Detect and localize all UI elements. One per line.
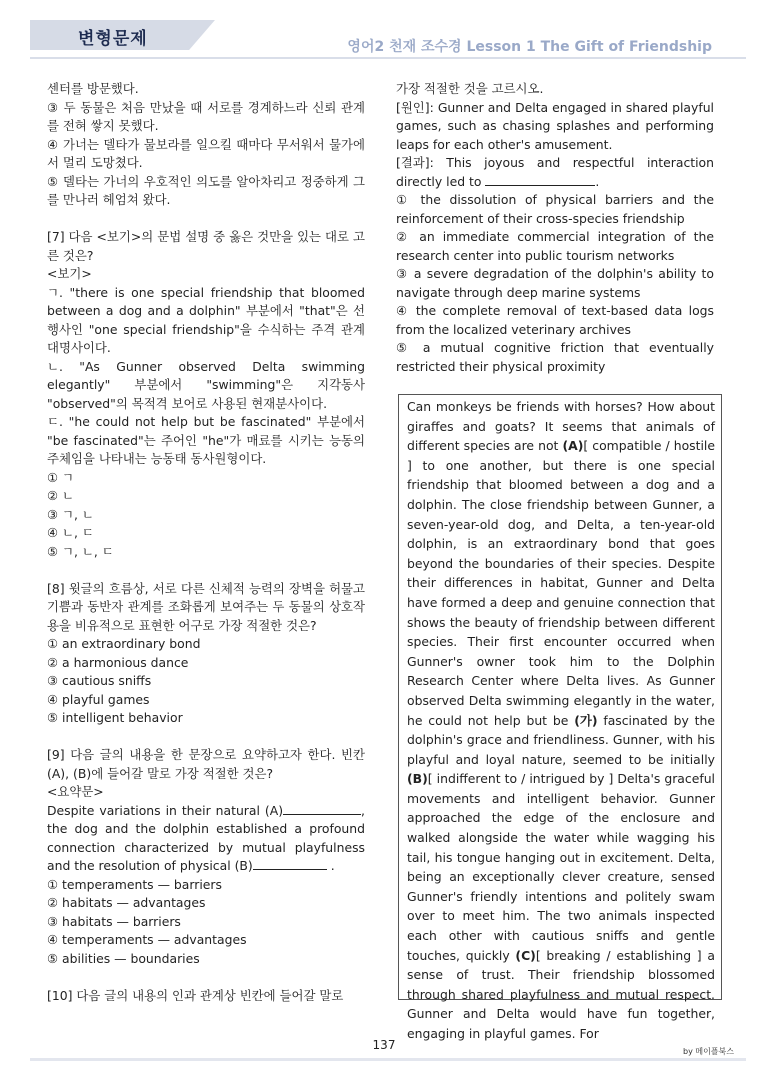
q6-option-3: ③ 두 동물은 처음 만났을 때 서로를 경계하느라 신뢰 관계를 전혀 쌓지 못했다. — [47, 99, 365, 133]
q10-option-5: ⑤ a mutual cognitive friction that eventually restricted their physical proximity — [396, 340, 714, 374]
q6-option-5: ⑤ 델타는 가너의 우호적인 의도를 알아차리고 정중하게 그를 만나러 헤엄쳐 왔다. — [47, 173, 365, 207]
marker-c: (C) — [515, 947, 536, 963]
q10-cause: [원인]: Gunner and Delta engaged in shared playful games, such as chasing splashes and performing leaps for each other's amusement. — [396, 99, 714, 152]
q9-option-1: ① temperaments — barriers — [47, 876, 222, 892]
q6-option-4: ④ 가너는 델타가 물보라를 일으킬 때마다 무서워서 물가에서 멀리 도망쳤다. — [47, 136, 365, 170]
q6-tail-line: 센터를 방문했다. — [47, 81, 139, 96]
choice-a: [ compatible / hostile ] — [407, 438, 715, 473]
passage-text: Can monkeys be friends with horses? How about giraffes and goats? It seems that animals of different species are not (A)[ compatible / hostile ] to one another, but there is one special friendship that bloomed between a dog and a dolphin. The close friendship between Gunner, a seven-year-old dog, and Delta, a ten-year-old dolphin, is an extraordinary bond that goes beyond the boundaries of their species. Despite their differences in habitat, Gunner and Delta have formed a deep and genuine connection that shows the beauty of friendship between different species. Their first encounter occurred when Gunner's owner took him to the Dolphin Research Center where Delta lives. As Gunner observed Delta swimming elegantly in the water, he could not help but be (가) fascinated by the dolphin's grace and friendliness. Gunner, with his playful and loyal nature, seemed to be initially (B)[ indifferent to / intrigued by ] Delta's graceful movements and intelligent behavior. Gunner approached the edge of the enclosure and walked alongside the water while wagging his tail, his tongue hanging out in excitement. Delta, being an exceptionally clever creature, sensed Gunner's friendly intentions and politely swam over to meet him. The two animals inspected each other with cautious sniffs and gentle touches, quickly (C)[ breaking / establishing ] a sense of trust. Their friendship blossomed through shared playfulness and mutual respect. Gunner and Delta would have fun together, engaging in playful games. For — [407, 399, 715, 1041]
q9-question: [9] 다음 글의 내용을 한 문장으로 요약하고자 한다. 빈칸 (A), (B)에 들어갈 말로 가장 적절한 것은? — [47, 747, 365, 781]
q7-option-3: ③ ㄱ, ㄴ — [47, 506, 94, 522]
q9-option-4: ④ temperaments — advantages — [47, 932, 247, 947]
marker-ga: (가) — [574, 712, 598, 728]
blank-result — [485, 173, 595, 186]
q9-option-2: ② habitats — advantages — [47, 895, 206, 910]
right-column — [396, 80, 714, 376]
q7-option-2: ② ㄴ — [47, 488, 75, 503]
blank-a — [283, 802, 361, 815]
q10-option-1: ① the dissolution of physical barriers and the reinforcement of their cross-species friendship — [396, 192, 714, 226]
q7-item-c: ㄷ. "he could not help but be fascinated" 부분에서 "be fascinated"는 주어인 "he"가 매료를 시키는 능동의 주체임을 나타내는 능동태 동사원형이다. — [47, 414, 365, 466]
footer-divider — [30, 1058, 746, 1061]
q8-question: [8] 윗글의 흐름상, 서로 다른 신체적 능력의 장벽을 허물고 기쁨과 동반자 관계를 조화롭게 보여주는 두 동물의 상호작용을 비유적으로 표현한 어구로 가장 적절한 것은? — [47, 580, 365, 633]
q7-item-a: ㄱ. "there is one special friendship that bloomed between a dog and a dolphin" 부분에서 "that"은 선행사인 "one special friendship"을 수식하는 주격 관계대명사이다. — [47, 284, 365, 355]
subject-title: 영어2 천재 조수경 Lesson 1 The Gift of Friendship — [347, 39, 712, 55]
q8-option-3: ③ cautious sniffs — [47, 673, 152, 688]
q9-option-5: ⑤ abilities — boundaries — [47, 950, 200, 966]
q7-question: [7] 다음 <보기>의 문법 설명 중 옳은 것만을 있는 대로 고른 것은? — [47, 229, 365, 263]
q8-option-1: ① an extraordinary bond — [47, 636, 201, 651]
marker-a: (A) — [562, 438, 584, 454]
q8-option-4: ④ playful games — [47, 691, 150, 707]
q9-option-3: ③ habitats — barriers — [47, 913, 181, 929]
q7-option-1: ① ㄱ — [47, 469, 75, 485]
q8-option-5: ⑤ intelligent behavior — [47, 710, 183, 725]
q7-option-4: ④ ㄴ, ㄷ — [47, 525, 94, 540]
header-divider — [30, 57, 746, 59]
q8-option-2: ② a harmonious dance — [47, 654, 189, 670]
q7-box-label: <보기> — [47, 266, 92, 281]
q10-result: [결과]: This joyous and respectful interaction directly led to . — [396, 155, 714, 189]
left-column — [47, 80, 365, 1005]
marker-b: (B) — [407, 771, 428, 787]
reading-passage-box — [398, 394, 722, 1041]
q10-option-4: ④ the complete removal of text-based data logs from the localized veterinary archives — [396, 303, 714, 337]
choice-b: [ indifferent to / intrigued by ] — [427, 771, 614, 787]
publisher-credit: by 메이플북스 — [683, 1047, 734, 1056]
q10-question-cont: 가장 적절한 것을 고르시오. — [396, 81, 544, 96]
page-number: 137 — [372, 1038, 396, 1052]
q9-summary: Despite variations in their natural (A) , the dog and the dolphin established a profound connection characterized by mutual playfulness and the resolution of physical (B) . — [47, 802, 365, 873]
q9-summary-label: <요약문> — [47, 784, 104, 799]
q10-question: [10] 다음 글의 내용의 인과 관계상 빈칸에 들어갈 말로 — [47, 987, 344, 1003]
blank-b — [253, 857, 327, 870]
q7-item-b: ㄴ. "As Gunner observed Delta swimming elegantly" 부분에서 "swimming"은 지각동사 "observed"의 목적격 보어로 사용된 현재분사이다. — [47, 358, 365, 411]
q10-option-3: ③ a severe degradation of the dolphin's ability to navigate through deep marine systems — [396, 266, 714, 300]
page-title: 변형문제 — [78, 29, 148, 49]
q10-option-2: ② an immediate commercial integration of the research center into public tourism networks — [396, 229, 714, 263]
choice-c: [ breaking / establishing ] — [535, 947, 702, 963]
q7-option-5: ⑤ ㄱ, ㄴ, ㄷ — [47, 543, 114, 559]
